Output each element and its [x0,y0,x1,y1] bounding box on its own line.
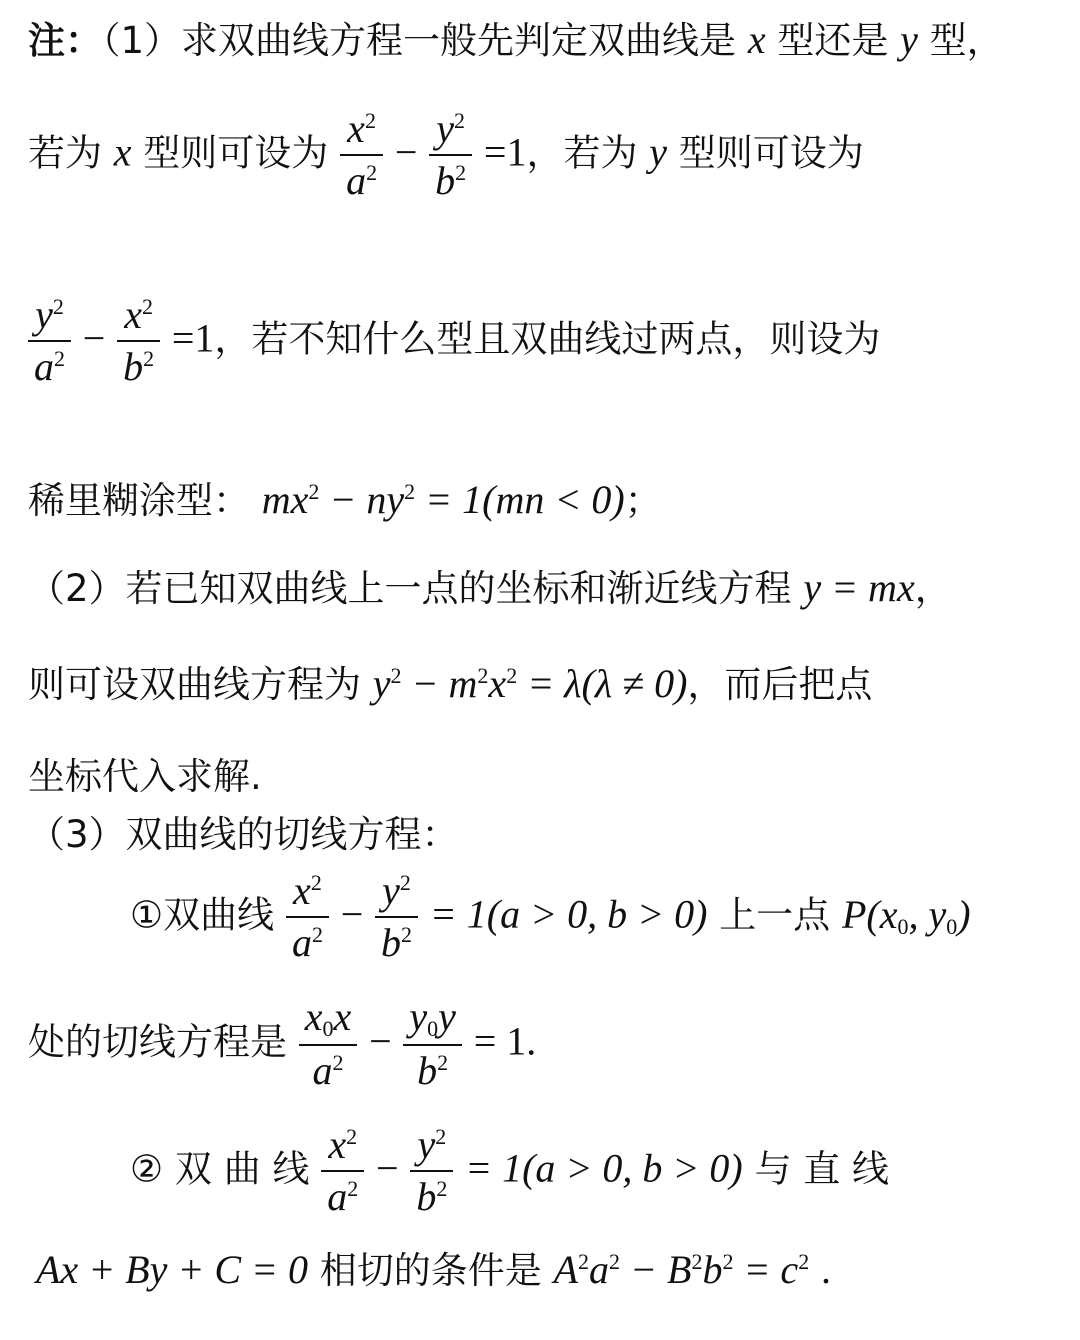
note-line-10: 处的切线方程是 $\frac{x_0x}{a^2}$ − $\frac{y_0y}{b^2}$ = 1. [28,994,537,1094]
formula-asymptote: $y^2 - m^2x^2 = \lambda(\lambda \ne 0)$ [372,661,688,706]
note-line-11: ② 双 曲 线 $\frac{x^2}{a^2}$ − $\frac{y^2}{b^2}$ = 1(a > 0, b > 0) 与 直 线 [130,1122,890,1219]
note-line-8: （3）双曲线的切线方程： [28,813,459,856]
note-line-1: 注：（1）求双曲线方程一般先判定双曲线是 x 型还是 y 型， [28,17,1004,62]
fraction-x2-a2: $\frac{x^2}{a^2}$ [321,1124,364,1218]
tangent-condition: $A^2a^2 - B^2b^2 = c^2$ [553,1247,810,1292]
note-line-7: 坐标代入求解. [28,755,262,798]
fraction-x2-a2: $\frac{x^2}{a^2}$ [286,870,329,964]
note-line-6: 则可设双曲线方程为 $y^2 - m^2x^2 = \lambda(\lambda \ne 0)$，而后把点 [28,661,873,706]
fraction-y2-b2: $\frac{y^2}{b^2}$ [429,108,472,202]
note-line-2: 若为 x 型则可设为 $\frac{x^2}{a^2}$ − $\frac{y^2}{b^2}$ =1，若为 y 型则可设为 [28,106,864,203]
note-line-12: Ax + By + C = 0 相切的条件是 $A^2a^2 - B^2b^2 = c^2$ . [36,1247,831,1292]
note-line-4: 稀里糊涂型： $mx^2 - ny^2 = 1(mn < 0)$； [28,477,662,522]
note-label: 注： [28,19,102,62]
note-line-3: $\frac{y^2}{a^2}$ − $\frac{x^2}{b^2}$ =1，若不知什么型且双曲线过两点，则设为 [28,294,880,388]
fraction-y2-b2: $\frac{y^2}{b^2}$ [375,870,418,964]
fraction-y2-a2: $\frac{y^2}{a^2}$ [28,294,71,388]
point-p: $P(x_0$, $y_0$) [841,891,971,939]
fraction-y0y-b2: $\frac{y_0y}{b^2}$ [403,996,462,1092]
formula-general: $mx^2 - ny^2 = 1(mn < 0)$ [261,477,625,522]
fraction-x2-b2: $\frac{x^2}{b^2}$ [117,294,160,388]
fraction-x2-a2: $\frac{x^2}{a^2}$ [340,108,383,202]
note-line-5: （2）若已知双曲线上一点的坐标和渐近线方程 y = mx， [28,565,952,610]
fraction-x0x-a2: $\frac{x_0x}{a^2}$ [299,996,358,1092]
fraction-y2-b2: $\frac{y^2}{b^2}$ [410,1124,453,1218]
note-line-9: ①双曲线 $\frac{x^2}{a^2}$ − $\frac{y^2}{b^2}$ = 1(a > 0, b > 0) 上一点 $P(x_0$, $y_0$) [130,868,971,965]
